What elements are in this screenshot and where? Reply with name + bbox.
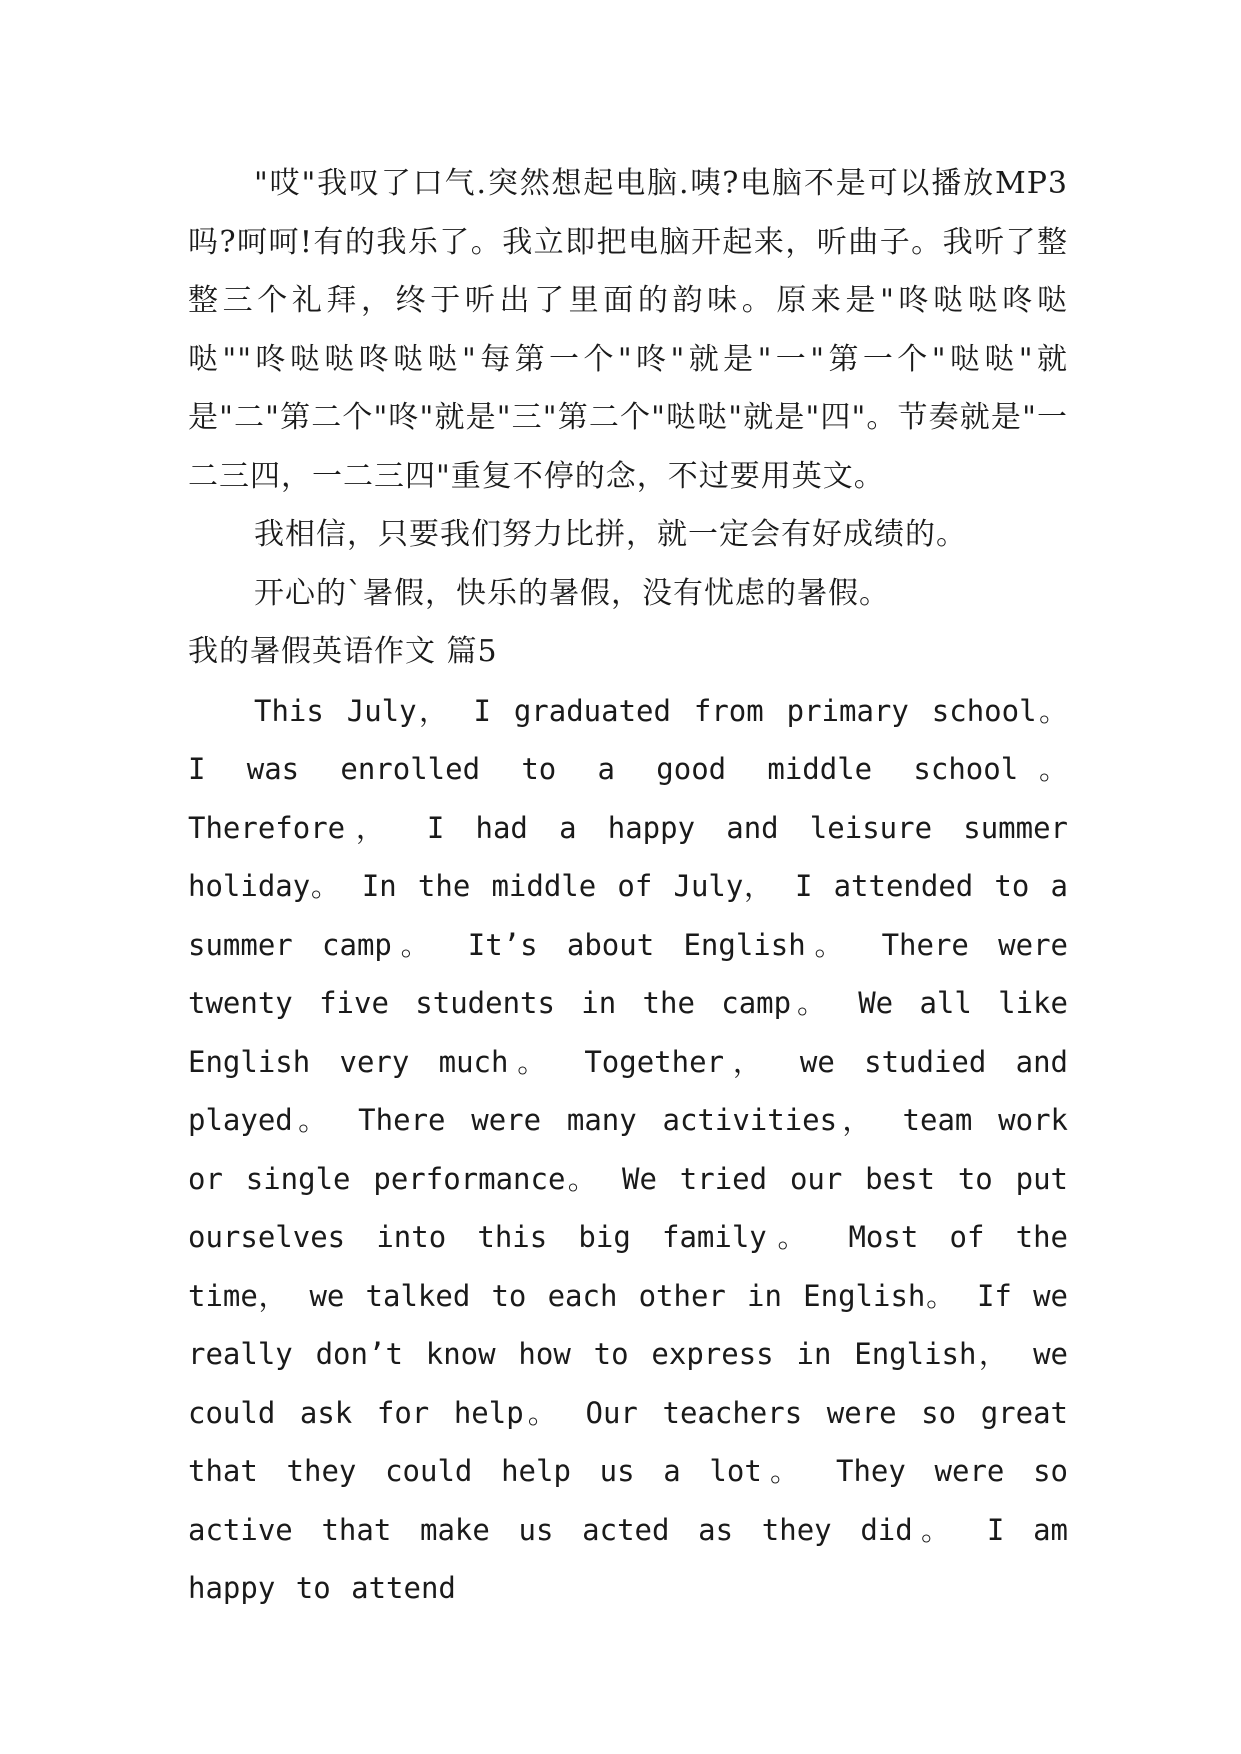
paragraph-rhythm: "哎"我叹了口气.突然想起电脑.咦?电脑不是可以播放MP3吗?呵呵!有的我乐了。我立即把电脑开起来，听曲子。我听了整整三个礼拜，终于听出了里面的韵味。原来是"咚哒哒咚哒哒""咚哒哒咚哒哒"每第一个"咚"就是"一"第一个"哒哒"就是"二"第二个"咚"就是"三"第二个"哒哒"就是"四"。节奏就是"一二三四，一二三四"重复不停的念，不过要用英文。 [188, 166, 1068, 494]
paragraph-english-essay: This July， I graduated from primary school。 I was enrolled to a good middle school。 Therefore， I had a happy and leisure summer holiday。 In the middle of July， I attended to a summer camp。 It’s about English。 There were twenty five students in the camp。 We all like English very much。 Together， we studied and played。 There were many activities， team work or single performance。 We tried our best to put ourselves into this big family。 Most of the time， we talked to each other in English。 If we really don’t know how to express in English， we could ask for help。 Our teachers were so great that they could help us a lot。 They were so active that make us acted as they did。 I am happy to attend [188, 693, 1068, 1605]
paragraph-happy-holiday: 开心的`暑假，快乐的暑假，没有忧虑的暑假。 [254, 575, 890, 611]
document-body [188, 155, 1068, 1618]
paragraph-belief: 我相信，只要我们努力比拼，就一定会有好成绩的。 [254, 517, 967, 552]
section-heading: 我的暑假英语作文 篇5 [188, 634, 498, 669]
